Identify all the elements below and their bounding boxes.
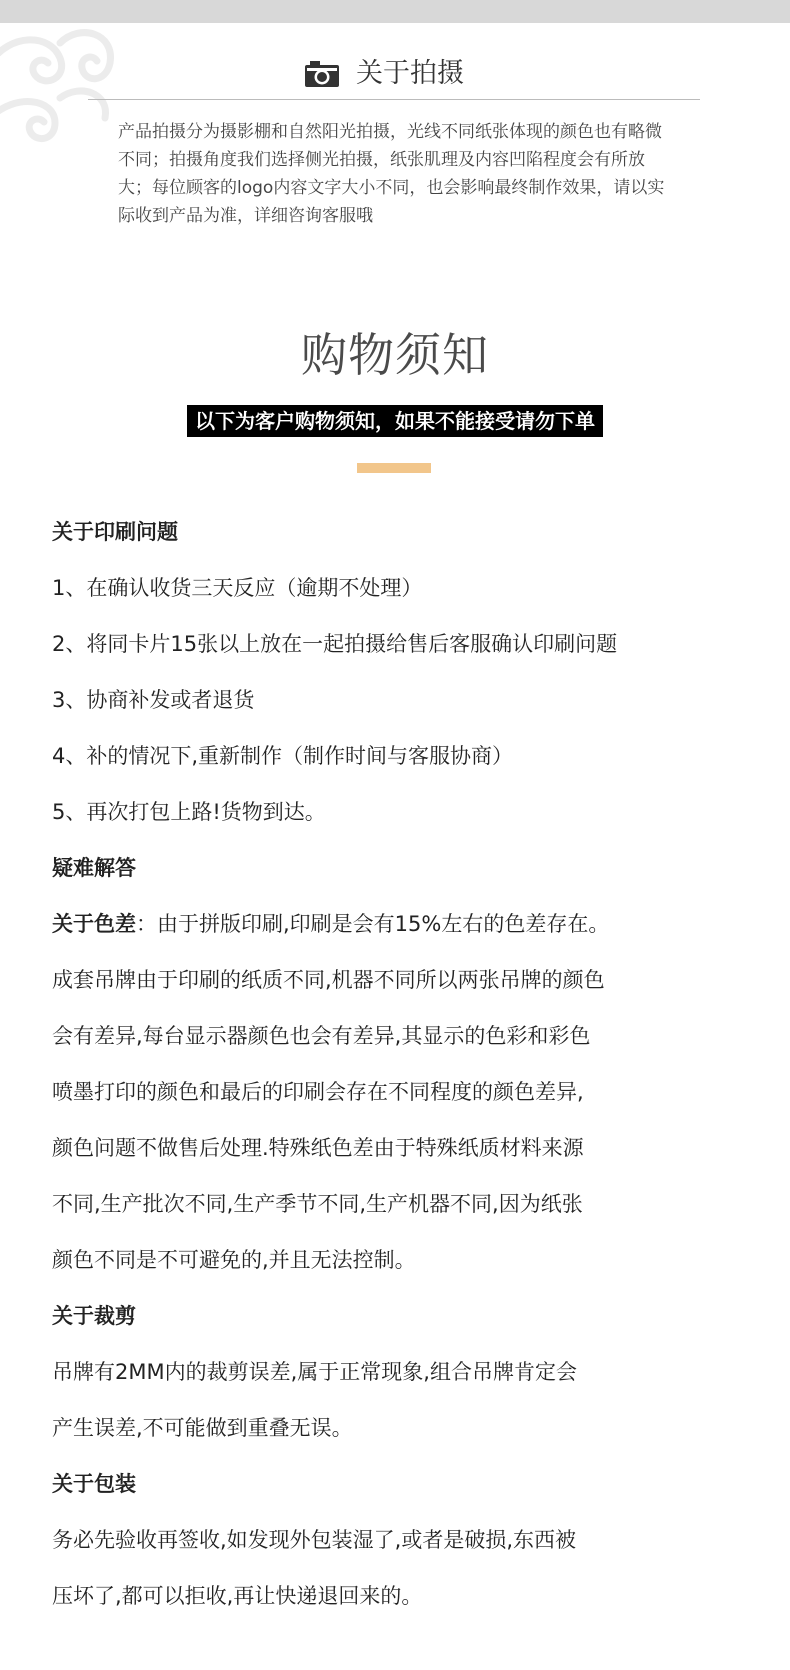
printing-item: 4、补的情况下,重新制作（制作时间与客服协商） (52, 744, 514, 768)
notice-title: 购物须知 (301, 328, 489, 382)
printing-item: 1、在确认收货三天反应（逾期不处理） (52, 576, 423, 600)
printing-item: 3、协商补发或者退货 (52, 688, 255, 712)
printing-heading: 关于印刷问题 (52, 520, 178, 544)
cutting-line: 吊牌有2MM内的裁剪误差,属于正常现象,组合吊牌肯定会 (52, 1360, 577, 1384)
notice-content (52, 504, 772, 1624)
color-diff-line: 颜色不同是不可避免的,并且无法控制。 (52, 1248, 416, 1272)
packing-heading: 关于包装 (52, 1472, 136, 1496)
photo-intro-text: 产品拍摄分为摄影棚和自然阳光拍摄，光线不同纸张体现的颜色也有略微不同；拍摄角度我们选择侧光拍摄，纸张肌理及内容凹陷程度会有所放大；每位顾客的logo内容文字大小不同，也会影响最终制作效果，请以实际收到产品为准，详细咨询客服哦 (118, 122, 665, 226)
header-divider (88, 99, 700, 100)
color-diff-line: 喷墨打印的颜色和最后的印刷会存在不同程度的颜色差异, (52, 1080, 584, 1104)
color-diff-line: 颜色问题不做售后处理.特殊纸色差由于特殊纸质材料来源 (52, 1136, 584, 1160)
cutting-line: 产生误差,不可能做到重叠无误。 (52, 1416, 353, 1440)
color-diff-line: 不同,生产批次不同,生产季节不同,生产机器不同,因为纸张 (52, 1192, 583, 1216)
top-bar (0, 0, 790, 23)
color-diff-line (52, 896, 772, 952)
color-diff-line: 成套吊牌由于印刷的纸质不同,机器不同所以两张吊牌的颜色 (52, 968, 605, 992)
color-diff-label: 关于色差 (52, 912, 136, 936)
packing-line: 务必先验收再签收,如发现外包装湿了,或者是破损,东西被 (52, 1528, 577, 1552)
accent-bar (357, 463, 431, 473)
printing-item: 5、再次打包上路!货物到达。 (52, 800, 326, 824)
color-diff-text: ：由于拼版印刷,印刷是会有15%左右的色差存在。 (136, 912, 610, 936)
color-diff-line: 会有差异,每台显示器颜色也会有差异,其显示的色彩和彩色 (52, 1024, 591, 1048)
notice-banner: 以下为客户购物须知，如果不能接受请勿下单 (187, 405, 603, 437)
photo-section-title: 关于拍摄 (356, 58, 464, 89)
cutting-heading: 关于裁剪 (52, 1304, 136, 1328)
photo-section-header (0, 55, 790, 95)
packing-line: 压坏了,都可以拒收,再让快递退回来的。 (52, 1584, 423, 1608)
camera-icon (303, 59, 341, 89)
printing-item: 2、将同卡片15张以上放在一起拍摄给售后客服确认印刷问题 (52, 632, 618, 656)
faq-heading: 疑难解答 (52, 856, 136, 880)
